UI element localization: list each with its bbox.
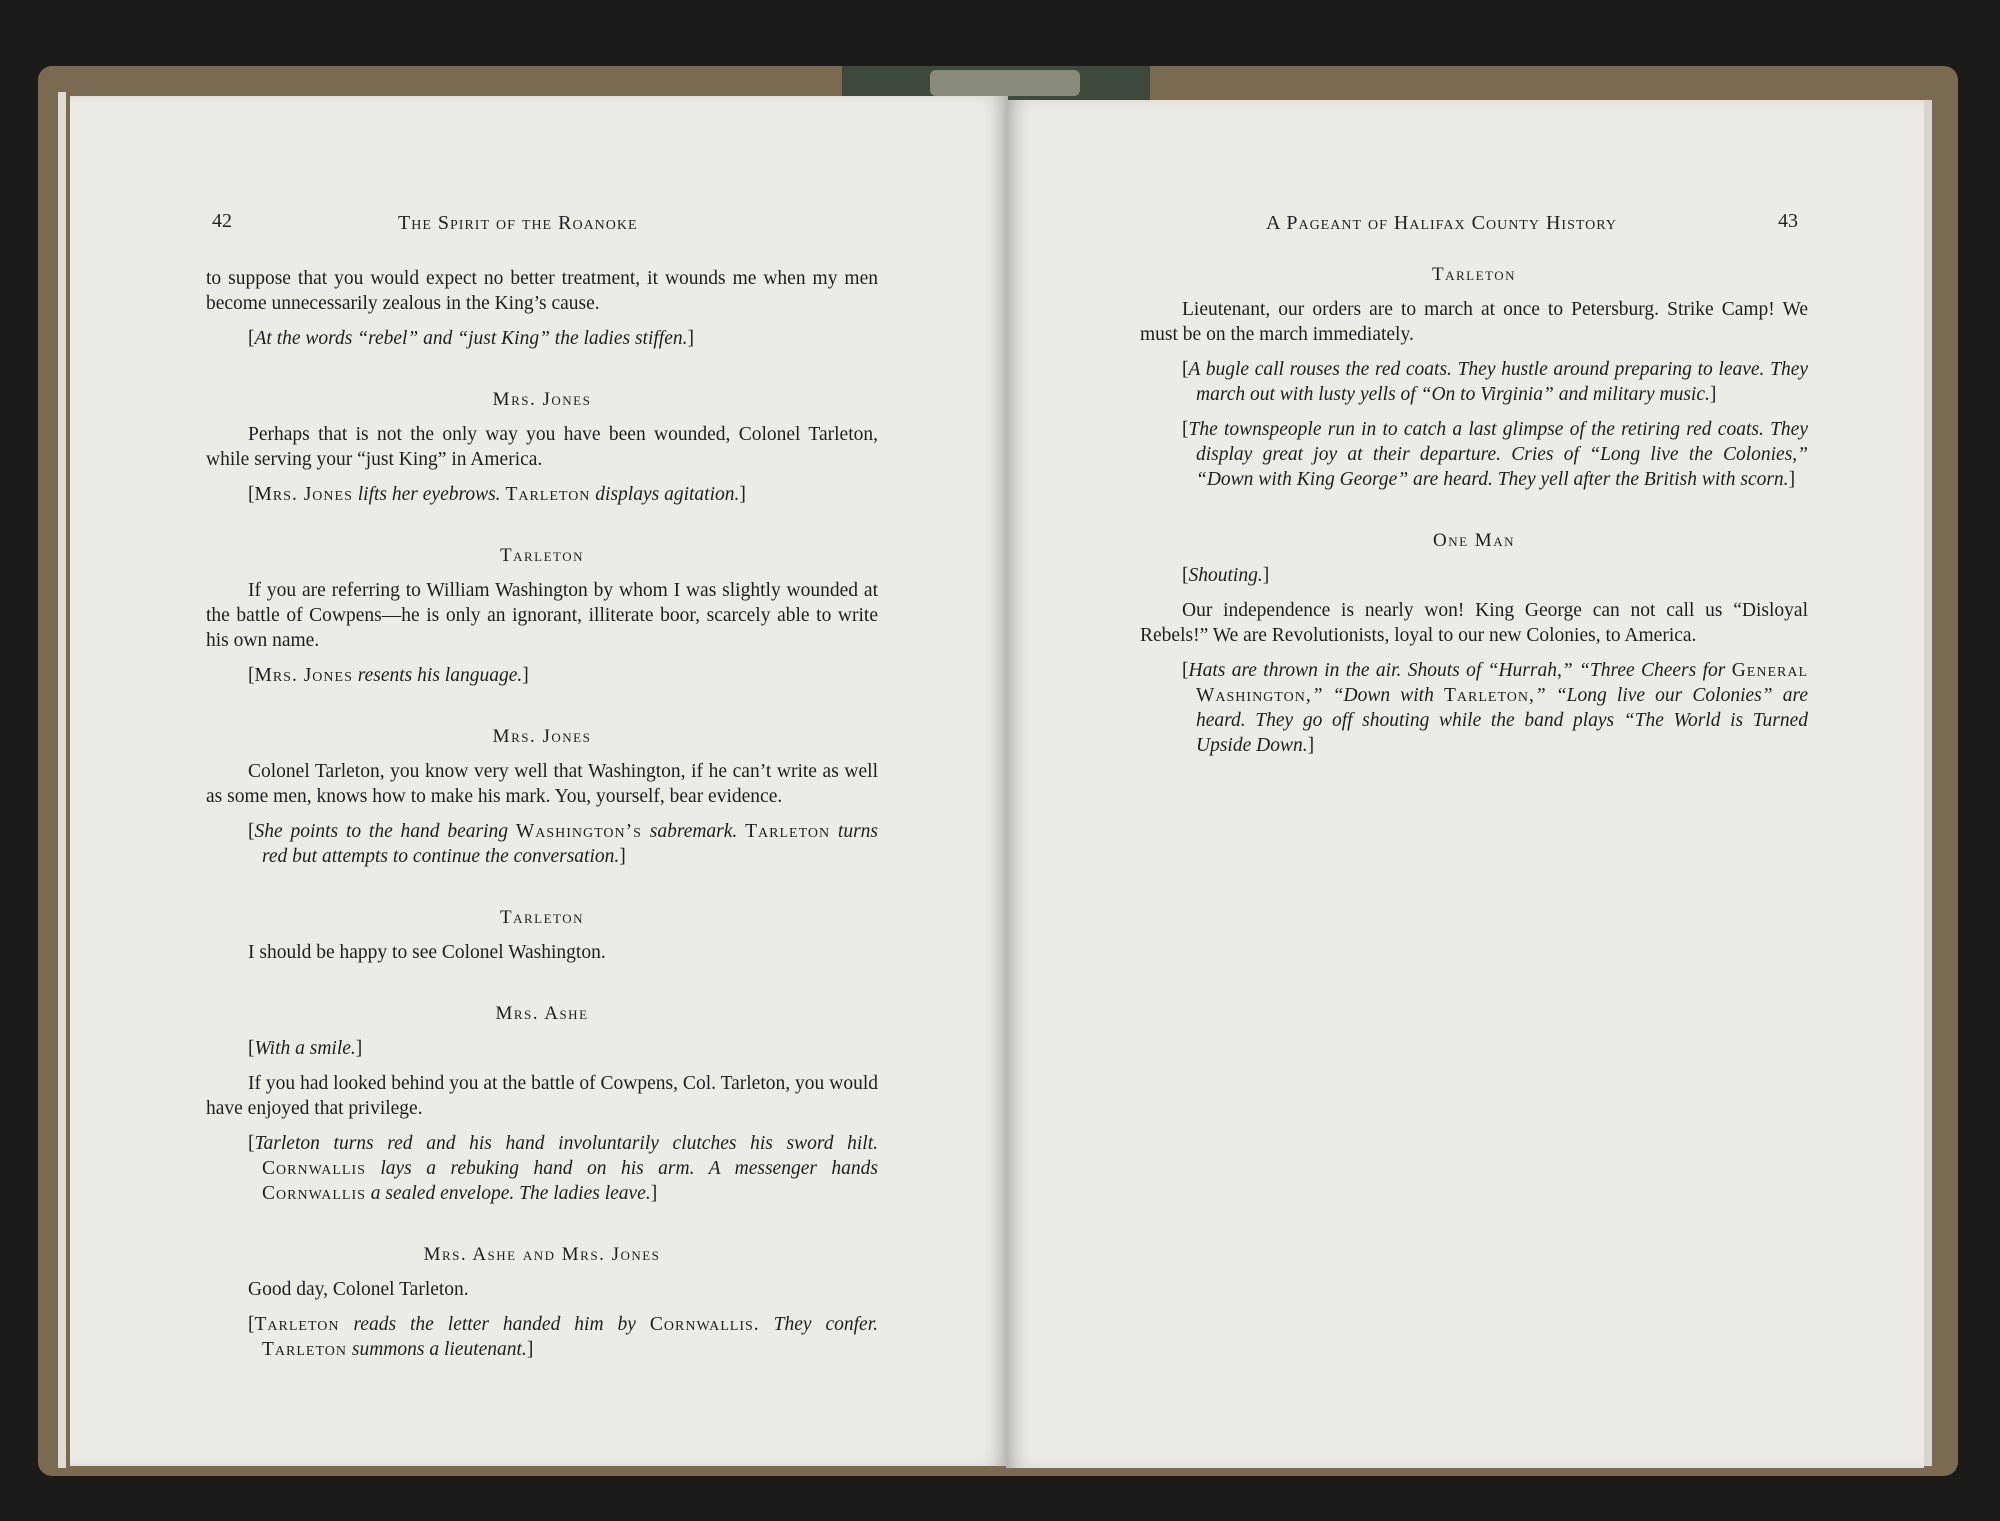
stage-direction-part: ] xyxy=(522,665,529,686)
stage-direction xyxy=(206,1131,878,1206)
stage-direction-part: [ xyxy=(248,1133,255,1154)
stage-direction-part: [ xyxy=(1182,359,1189,380)
stage-direction-part: [ xyxy=(248,665,255,686)
spine-tear xyxy=(930,70,1080,96)
stage-direction-part: ] xyxy=(650,1183,658,1204)
stage-direction xyxy=(1140,563,1808,588)
stage-direction-part: lifts her eyebrows. xyxy=(352,484,506,505)
spacer xyxy=(206,472,878,482)
stage-direction-part: ” “Down with xyxy=(1311,685,1444,706)
spacer xyxy=(206,316,878,326)
stage-direction xyxy=(206,663,878,688)
speaker-name: Tarleton xyxy=(499,545,585,566)
stage-direction xyxy=(1140,417,1808,492)
stage-direction-part: a sealed envelope. The ladies leave. xyxy=(365,1183,651,1204)
spacer xyxy=(206,688,878,724)
stage-direction-part: They confer. xyxy=(759,1314,878,1335)
speaker-name: Mrs. Jones xyxy=(492,389,592,410)
dialogue-paragraph: Perhaps that is not the only way you have been wounded, Colonel Tarleton, while serving your “just King” in America. xyxy=(206,424,878,470)
dialogue-paragraph: Good day, Colonel Tarleton. xyxy=(248,1279,469,1300)
stage-direction-part: Tarleton xyxy=(505,484,591,505)
stage-direction-part: resents his language. xyxy=(352,665,523,686)
stage-direction xyxy=(206,482,878,507)
spacer xyxy=(1140,407,1808,417)
stage-direction-part: [ xyxy=(1182,565,1189,586)
spacer xyxy=(1140,553,1808,563)
stage-direction-part: She points to the hand bearing xyxy=(254,821,516,842)
stage-direction-part: With a smile. xyxy=(254,1038,356,1059)
stage-direction-part: [ xyxy=(1182,660,1189,681)
spacer xyxy=(206,1302,878,1312)
stage-direction-part: ] xyxy=(526,1339,534,1360)
stage-direction-part: ] xyxy=(619,846,626,867)
dialogue-paragraph: Our independence is nearly won! King George can not call us “Disloyal Rebels!” We are Revolutionists, loyal to our new Colonies, to America. xyxy=(1140,600,1808,646)
stage-direction-part: Shouting. xyxy=(1188,565,1263,586)
spacer xyxy=(206,1061,878,1071)
speaker-name: Mrs. Ashe and Mrs. Jones xyxy=(423,1244,661,1265)
spacer xyxy=(1140,287,1808,297)
stage-direction-part: summons a lieutenant. xyxy=(346,1339,527,1360)
stage-direction-part: ] xyxy=(1307,735,1315,756)
stage-direction-part: Mrs. Jones xyxy=(254,484,353,505)
spacer xyxy=(206,507,878,543)
spacer xyxy=(206,869,878,905)
spacer xyxy=(1140,347,1808,357)
dialogue-paragraph: Lieutenant, our orders are to march at once to Petersburg. Strike Camp! We must be on the march immediately. xyxy=(1140,299,1808,345)
spacer xyxy=(206,809,878,819)
stage-direction-part: sabremark. xyxy=(641,821,746,842)
stage-direction-part: [ xyxy=(248,821,255,842)
stage-direction-part: The townspeople run in to catch a last glimpse of the retiring red coats. They display great joy at their departure. Cries of “Long live the Colonies,” “Down with King George” are heard. They yell after the British with scorn. xyxy=(1188,419,1808,490)
spacer xyxy=(206,653,878,663)
stage-direction-part: ] xyxy=(739,484,746,505)
right-page-edges xyxy=(1924,100,1932,1466)
stage-direction-part: ] xyxy=(1788,469,1796,490)
stage-direction xyxy=(206,1312,878,1362)
right-page-text xyxy=(1140,262,1808,758)
right-page-number: 43 xyxy=(1778,210,1798,232)
stage-direction xyxy=(206,326,878,351)
stage-direction-part: reads the letter handed him by xyxy=(339,1314,650,1335)
stage-direction xyxy=(206,1036,878,1061)
stage-direction-part: [ xyxy=(248,484,255,505)
stage-direction-part: [ xyxy=(248,1314,255,1335)
stage-direction-part: [ xyxy=(1182,419,1189,440)
dialogue-paragraph: If you had looked behind you at the battle of Cowpens, Col. Tarleton, you would have enjoyed that privilege. xyxy=(206,1073,878,1119)
stage-direction-part: ” “Long live our Colonies” are heard. They go off shouting while the band plays “The World is Turned Upside Down. xyxy=(1196,685,1808,756)
spacer xyxy=(1140,588,1808,598)
stage-direction-part: Hats are thrown in the air. Shouts of “Hurrah,” “Three Cheers for xyxy=(1188,660,1732,681)
stage-direction-part: Cornwallis xyxy=(262,1158,366,1179)
stage-direction-part: Tarleton, xyxy=(1443,685,1535,706)
stage-direction-part: ] xyxy=(1262,565,1270,586)
stage-direction-part: [ xyxy=(248,1038,255,1059)
stage-direction-part: Tarleton xyxy=(254,1314,340,1335)
dialogue-paragraph: Colonel Tarleton, you know very well that Washington, if he can’t write as well as some men, knows how to make his mark. You, yourself, bear evidence. xyxy=(206,761,878,807)
speaker-name: Tarleton xyxy=(499,907,585,928)
spacer xyxy=(206,568,878,578)
dialogue-paragraph: to suppose that you would expect no better treatment, it wounds me when my men become unnecessarily zealous in the King’s cause. xyxy=(206,268,878,314)
spacer xyxy=(1140,492,1808,528)
stage-direction-part: A bugle call rouses the red coats. They hustle around preparing to leave. They march out with lusty yells of “On to Virginia” and military music. xyxy=(1188,359,1808,405)
left-page-edges xyxy=(58,92,66,1468)
stage-direction xyxy=(1140,357,1808,407)
dialogue-paragraph: I should be happy to see Colonel Washington. xyxy=(248,942,606,963)
left-running-head: The Spirit of the Roanoke xyxy=(398,212,638,234)
dialogue-paragraph: If you are referring to William Washington by whom I was slightly wounded at the battle of Cowpens—he is only an ignorant, illiterate boor, scarcely able to write his own name. xyxy=(206,580,878,651)
stage-direction-part: ] xyxy=(1709,384,1717,405)
stage-direction-part: General Washington, xyxy=(1196,660,1808,706)
spacer xyxy=(206,412,878,422)
left-page-number: 42 xyxy=(212,210,232,232)
stage-direction-part: turns red but attempts to continue the conversation. xyxy=(262,821,878,867)
stage-direction xyxy=(1140,658,1808,758)
stage-direction-part: At the words “rebel” and “just King” the ladies stiffen. xyxy=(254,328,688,349)
speaker-name: Mrs. Jones xyxy=(492,726,592,747)
stage-direction-part: Cornwallis. xyxy=(649,1314,760,1335)
stage-direction xyxy=(206,819,878,869)
spacer xyxy=(206,749,878,759)
stage-direction-part: displays agitation. xyxy=(590,484,740,505)
spacer xyxy=(206,1121,878,1131)
left-page-text xyxy=(206,266,878,1362)
stage-direction-part: Tarleton turns red and his hand involuntarily clutches his sword hilt. xyxy=(254,1133,878,1154)
right-running-head: A Pageant of Halifax County History xyxy=(1266,212,1617,234)
stage-direction-part: ] xyxy=(687,328,694,349)
stage-direction-part: Washington’s xyxy=(515,821,642,842)
spacer xyxy=(1140,648,1808,658)
spacer xyxy=(206,1206,878,1242)
speaker-name: One Man xyxy=(1433,530,1515,551)
stage-direction-part: Tarleton xyxy=(745,821,831,842)
spacer xyxy=(206,930,878,940)
stage-direction-part: ] xyxy=(355,1038,363,1059)
spacer xyxy=(206,351,878,387)
speaker-name: Tarleton xyxy=(1431,264,1517,285)
stage-direction-part: Tarleton xyxy=(262,1339,347,1360)
speaker-name: Mrs. Ashe xyxy=(495,1003,589,1024)
stage-direction-part: lays a rebuking hand on his arm. A messenger hands xyxy=(365,1158,878,1179)
spacer xyxy=(206,1267,878,1277)
stage-direction-part: Mrs. Jones xyxy=(254,665,353,686)
spacer xyxy=(206,1026,878,1036)
stage-direction-part: [ xyxy=(248,328,255,349)
stage-direction-part: Cornwallis xyxy=(262,1183,366,1204)
spacer xyxy=(206,965,878,1001)
